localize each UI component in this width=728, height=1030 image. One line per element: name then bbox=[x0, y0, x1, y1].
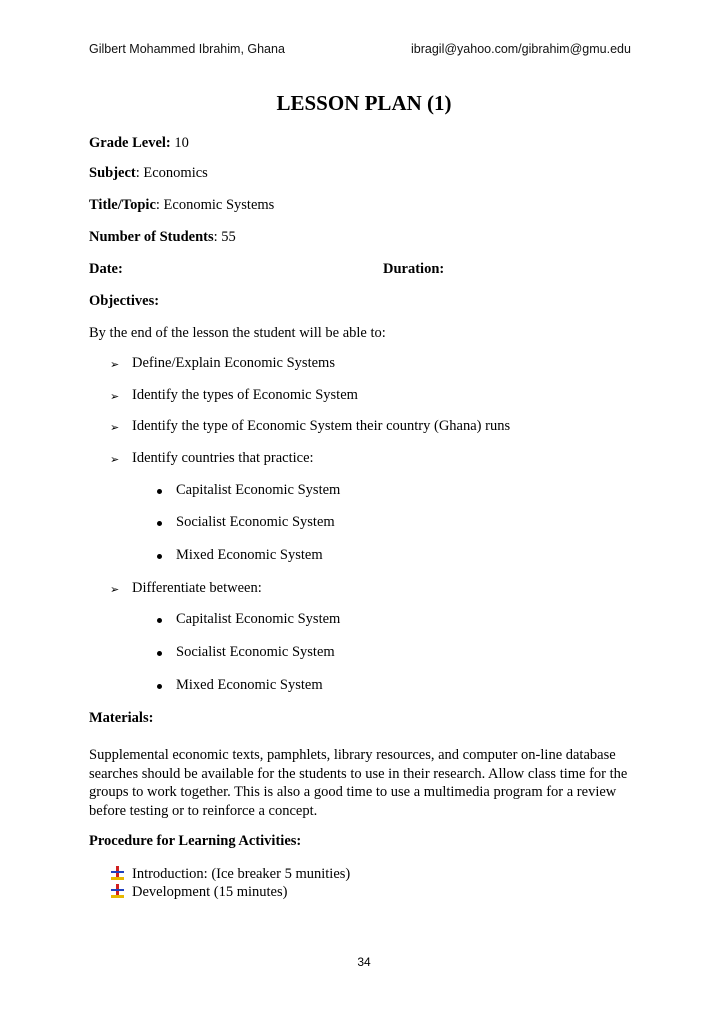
number-of-students: Number of Students: 55 bbox=[89, 229, 236, 245]
differentiate-sub-item: Capitalist Economic System bbox=[176, 611, 341, 627]
objective-item: Identify the type of Economic System their country (Ghana) runs bbox=[132, 418, 511, 434]
header-emails: ibragil@yahoo.com/gibrahim@gmu.edu bbox=[411, 42, 631, 56]
grade-level: Grade Level: 10 bbox=[89, 135, 189, 151]
objective-item: Differentiate between: bbox=[132, 580, 262, 596]
header-author: Gilbert Mohammed Ibrahim, Ghana bbox=[89, 42, 285, 56]
bullet-dot-icon bbox=[157, 618, 162, 623]
objectives-intro: By the end of the lesson the student will be able to: bbox=[89, 325, 386, 341]
page-number: 34 bbox=[357, 955, 371, 969]
plus-bullet-icon bbox=[111, 884, 124, 898]
bullet-dot-icon bbox=[157, 554, 162, 559]
arrow-bullet-icon: ➢ bbox=[110, 358, 120, 371]
objectives-heading: Objectives: bbox=[89, 293, 160, 309]
bullet-dot-icon bbox=[157, 651, 162, 656]
materials-line: before testing or to reinforce a concept. bbox=[89, 802, 318, 819]
practice-sub-item: Socialist Economic System bbox=[176, 514, 335, 530]
procedure-item: Development (15 minutes) bbox=[132, 884, 288, 900]
practice-sub-item: Capitalist Economic System bbox=[176, 482, 341, 498]
arrow-bullet-icon: ➢ bbox=[110, 421, 120, 434]
bullet-dot-icon bbox=[157, 521, 162, 526]
arrow-bullet-icon: ➢ bbox=[110, 390, 120, 403]
arrow-bullet-icon: ➢ bbox=[110, 583, 120, 596]
materials-paragraph bbox=[89, 746, 649, 820]
differentiate-sub-item: Socialist Economic System bbox=[176, 644, 335, 660]
plus-bullet-icon bbox=[111, 866, 124, 880]
objective-item: Define/Explain Economic Systems bbox=[132, 355, 335, 371]
procedure-heading: Procedure for Learning Activities: bbox=[89, 833, 302, 849]
bullet-dot-icon bbox=[157, 684, 162, 689]
materials-heading: Materials: bbox=[89, 710, 154, 726]
title-topic: Title/Topic: Economic Systems bbox=[89, 197, 275, 213]
date-label: Date: bbox=[89, 261, 123, 277]
arrow-bullet-icon: ➢ bbox=[110, 453, 120, 466]
practice-sub-item: Mixed Economic System bbox=[176, 547, 323, 563]
duration-label: Duration: bbox=[383, 261, 445, 277]
bullet-dot-icon bbox=[157, 489, 162, 494]
subject: Subject: Economics bbox=[89, 165, 208, 181]
procedure-item: Introduction: (Ice breaker 5 munities) bbox=[132, 866, 351, 882]
page-title: LESSON PLAN (1) bbox=[276, 91, 452, 115]
differentiate-sub-item: Mixed Economic System bbox=[176, 677, 323, 693]
materials-line: groups to work together. This is also a good time to use a multimedia program for a review bbox=[89, 784, 617, 800]
materials-line: Supplemental economic texts, pamphlets, library resources, and computer on-line database bbox=[89, 747, 616, 763]
materials-line: searches should be available for the students to use in their research. Allow class time for the bbox=[89, 765, 628, 782]
objective-item: Identify countries that practice: bbox=[132, 450, 314, 466]
objective-item: Identify the types of Economic System bbox=[132, 387, 358, 403]
